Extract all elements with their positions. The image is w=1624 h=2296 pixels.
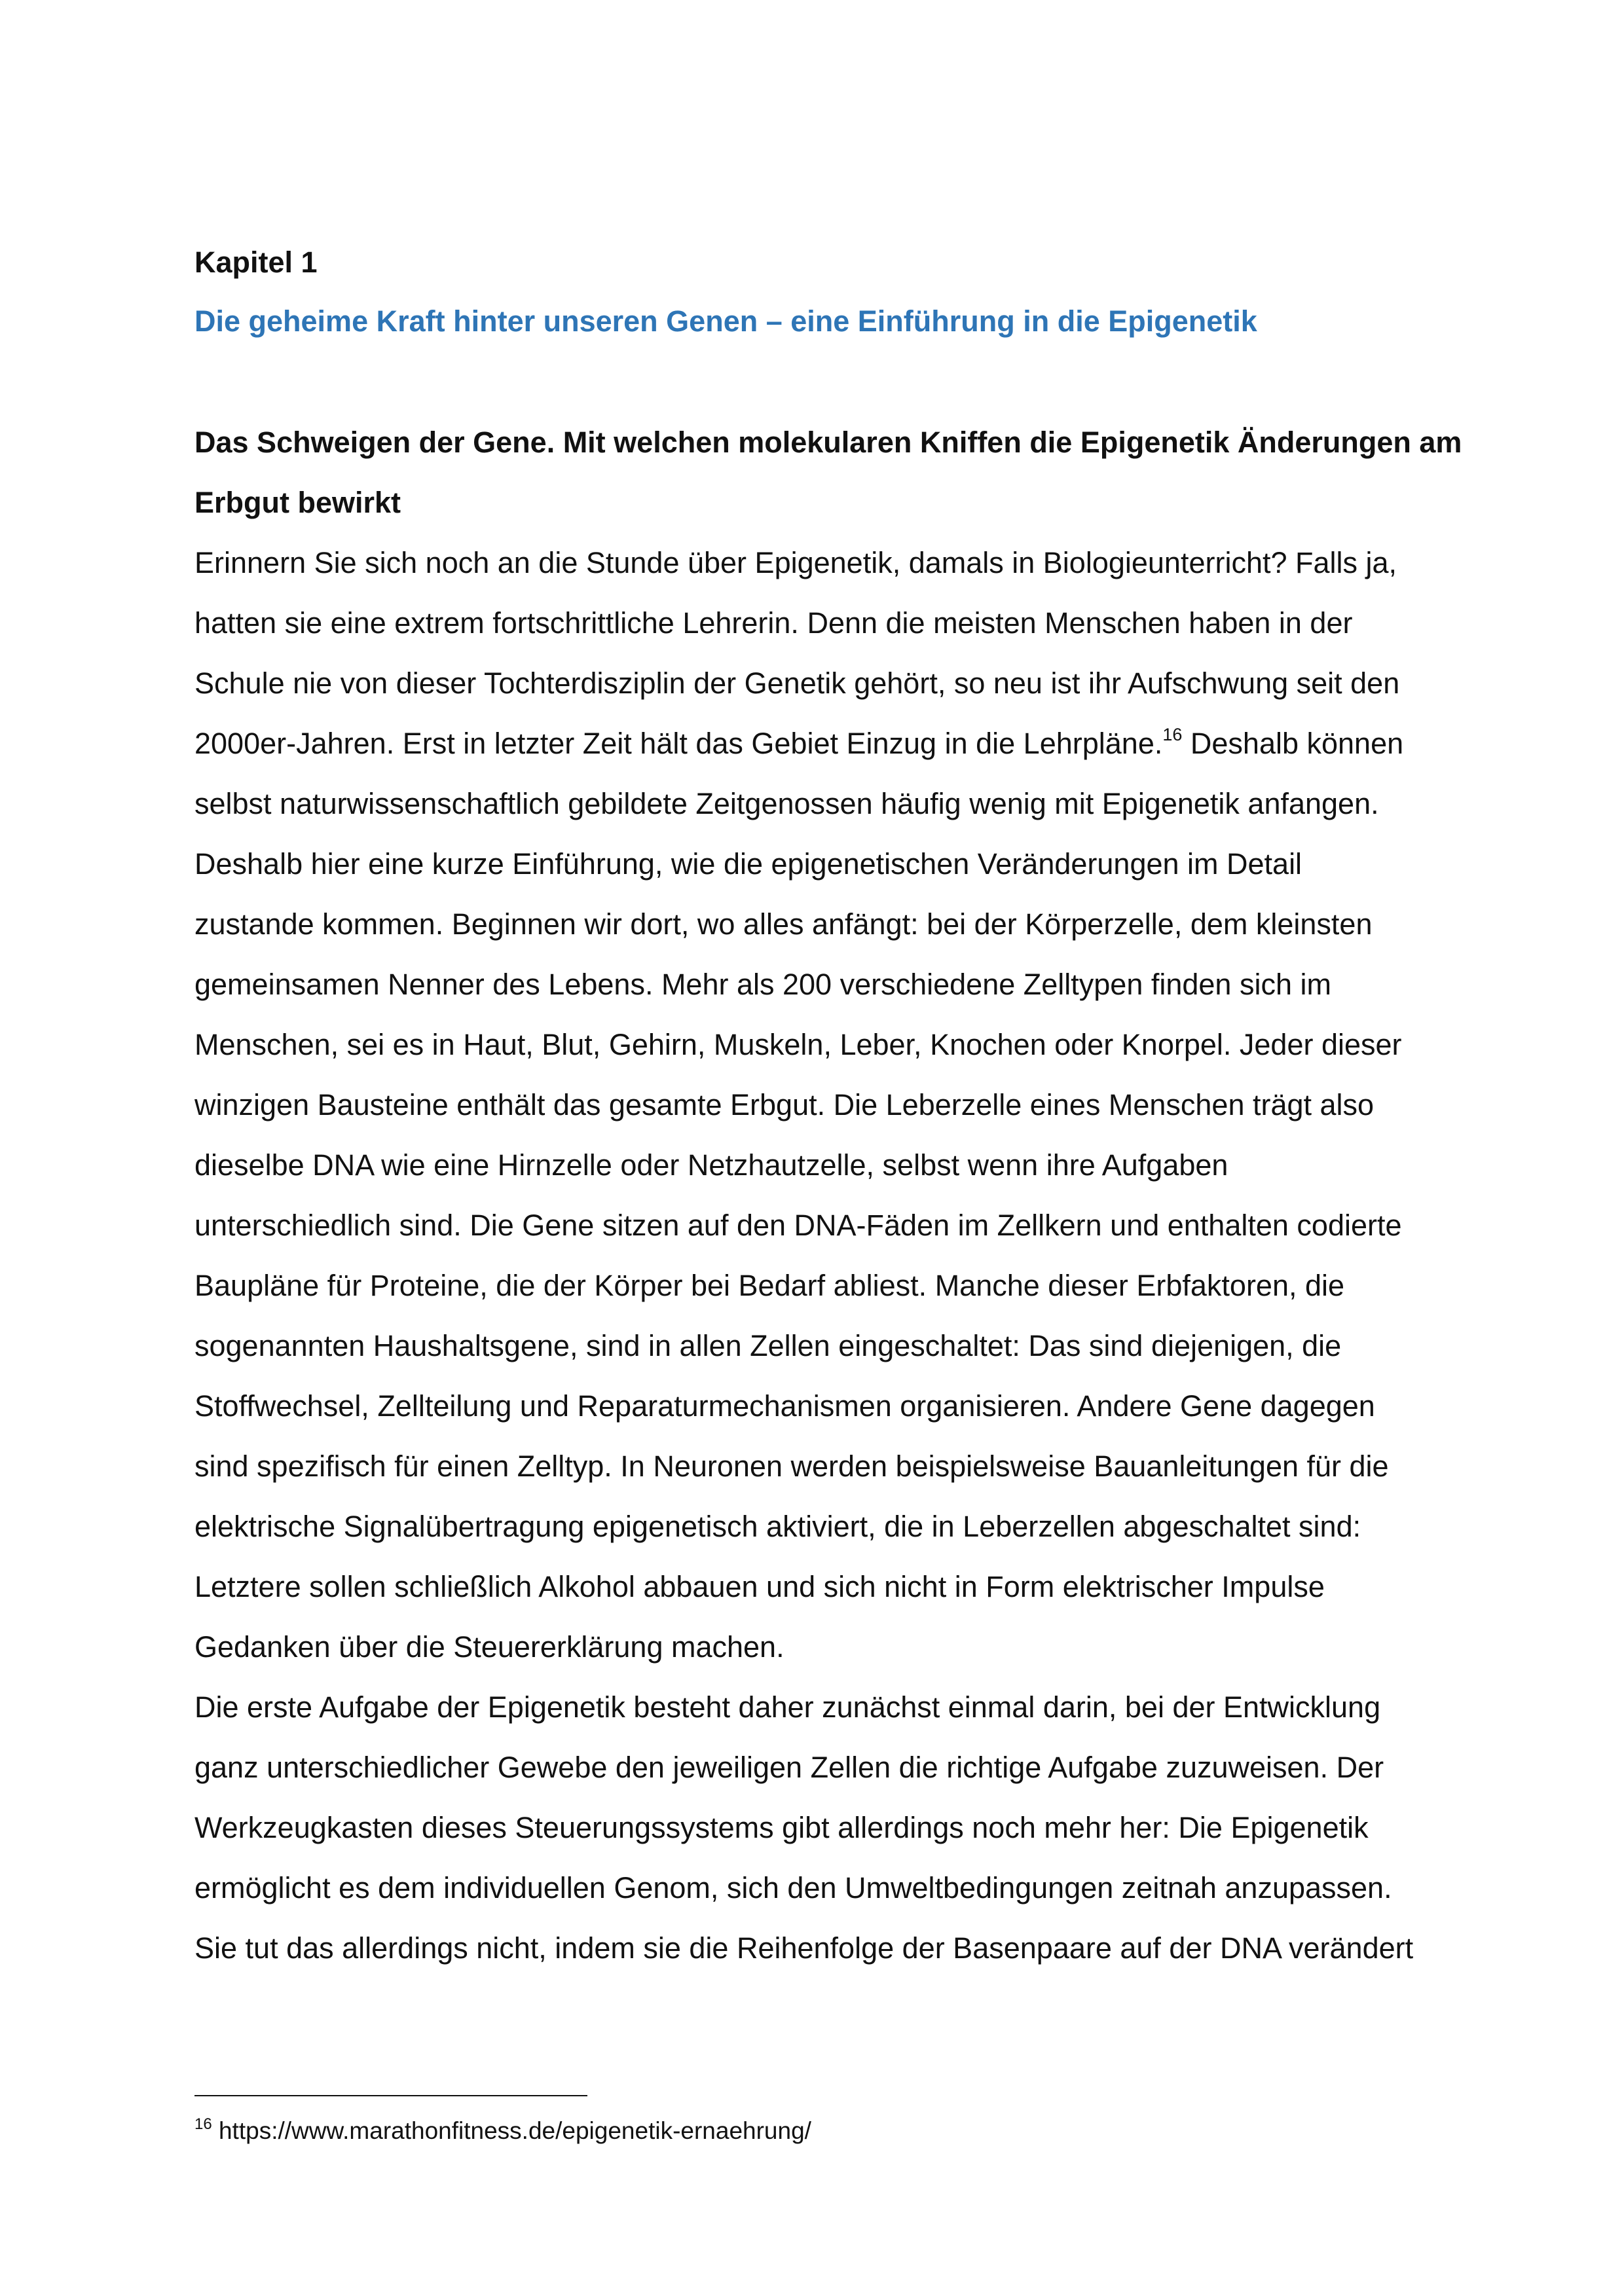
paragraph-line: unterschiedlich sind. Die Gene sitzen auf den DNA-Fäden im Zellkern und enthalten codierte [194,1209,1402,1242]
footnote-number: 16 [194,2115,212,2133]
footnote-reference[interactable]: 16 [1162,725,1183,744]
document-page [194,0,1462,2296]
paragraph-line: selbst naturwissenschaftlich gebildete Zeitgenossen häufig wenig mit Epigenetik anfangen. [194,787,1379,820]
paragraph-line-text: 2000er-Jahren. Erst in letzter Zeit hält das Gebiet Einzug in die Lehrpläne. [194,727,1163,760]
section-heading-line: Das Schweigen der Gene. Mit welchen molekularen Kniffen die Epigenetik Änderungen am [194,426,1462,459]
paragraph-line: hatten sie eine extrem fortschrittliche Lehrerin. Denn die meisten Menschen haben in der [194,606,1353,640]
paragraph-line: Erinnern Sie sich noch an die Stunde über Epigenetik, damals in Biologieunterricht? Falls ja, [194,546,1397,579]
paragraph-line: dieselbe DNA wie eine Hirnzelle oder Netzhautzelle, selbst wenn ihre Aufgaben [194,1148,1228,1182]
footnote-divider [194,2095,587,2096]
paragraph-line: Letztere sollen schließlich Alkohol abbauen und sich nicht in Form elektrischer Impulse [194,1570,1325,1603]
paragraph-line: ermöglicht es dem individuellen Genom, sich den Umweltbedingungen zeitnah anzupassen. [194,1871,1392,1904]
paragraph-line: sind spezifisch für einen Zelltyp. In Neuronen werden beispielsweise Bauanleitungen für die [194,1449,1389,1483]
paragraph-line: ganz unterschiedlicher Gewebe den jeweiligen Zellen die richtige Aufgabe zuzuweisen. Der [194,1751,1384,1784]
footnote-link[interactable]: https://www.marathonfitness.de/epigenetik-ernaehrung/ [212,2117,811,2144]
paragraph-line: winzigen Bausteine enthält das gesamte Erbgut. Die Leberzelle eines Menschen trägt also [194,1088,1375,1121]
paragraph-line-tail: Deshalb können [1182,727,1404,760]
paragraph-line: zustande kommen. Beginnen wir dort, wo alles anfängt: bei der Körperzelle, dem kleinsten [194,907,1373,941]
paragraph-line: elektrische Signalübertragung epigenetisch aktiviert, die in Leberzellen abgeschaltet sind: [194,1510,1361,1543]
paragraph-line: Sie tut das allerdings nicht, indem sie die Reihenfolge der Basenpaare auf der DNA verändert [194,1931,1414,1965]
paragraph-line: gemeinsamen Nenner des Lebens. Mehr als 200 verschiedene Zelltypen finden sich im [194,968,1331,1001]
paragraph-line: Baupläne für Proteine, die der Körper bei Bedarf abliest. Manche dieser Erbfaktoren, die [194,1269,1345,1302]
chapter-label: Kapitel 1 [194,246,318,279]
paragraph-line: sogenannten Haushaltsgene, sind in allen Zellen eingeschaltet: Das sind diejenigen, die [194,1329,1342,1362]
paragraph-line: Menschen, sei es in Haut, Blut, Gehirn, Muskeln, Leber, Knochen oder Knorpel. Jeder dieser [194,1028,1402,1061]
paragraph-line [194,714,1439,774]
body-text [194,412,1462,1978]
paragraph-line: Stoffwechsel, Zellteilung und Reparaturmechanismen organisieren. Andere Gene dagegen [194,1389,1375,1423]
paragraph-line: Die erste Aufgabe der Epigenetik besteht daher zunächst einmal darin, bei der Entwicklung [194,1690,1381,1724]
paragraph-line: Gedanken über die Steuererklärung machen. [194,1630,784,1664]
paragraph-line: Schule nie von dieser Tochterdisziplin der Genetik gehört, so neu ist ihr Aufschwung seit den [194,666,1400,700]
footnote [194,2111,811,2151]
chapter-title: Die geheime Kraft hinter unseren Genen – eine Einführung in die Epigenetik [194,304,1257,338]
section-heading-line: Erbgut bewirkt [194,486,401,519]
paragraph-line: Deshalb hier eine kurze Einführung, wie die epigenetischen Veränderungen im Detail [194,847,1302,881]
paragraph-line: Werkzeugkasten dieses Steuerungssystems gibt allerdings noch mehr her: Die Epigenetik [194,1811,1369,1844]
